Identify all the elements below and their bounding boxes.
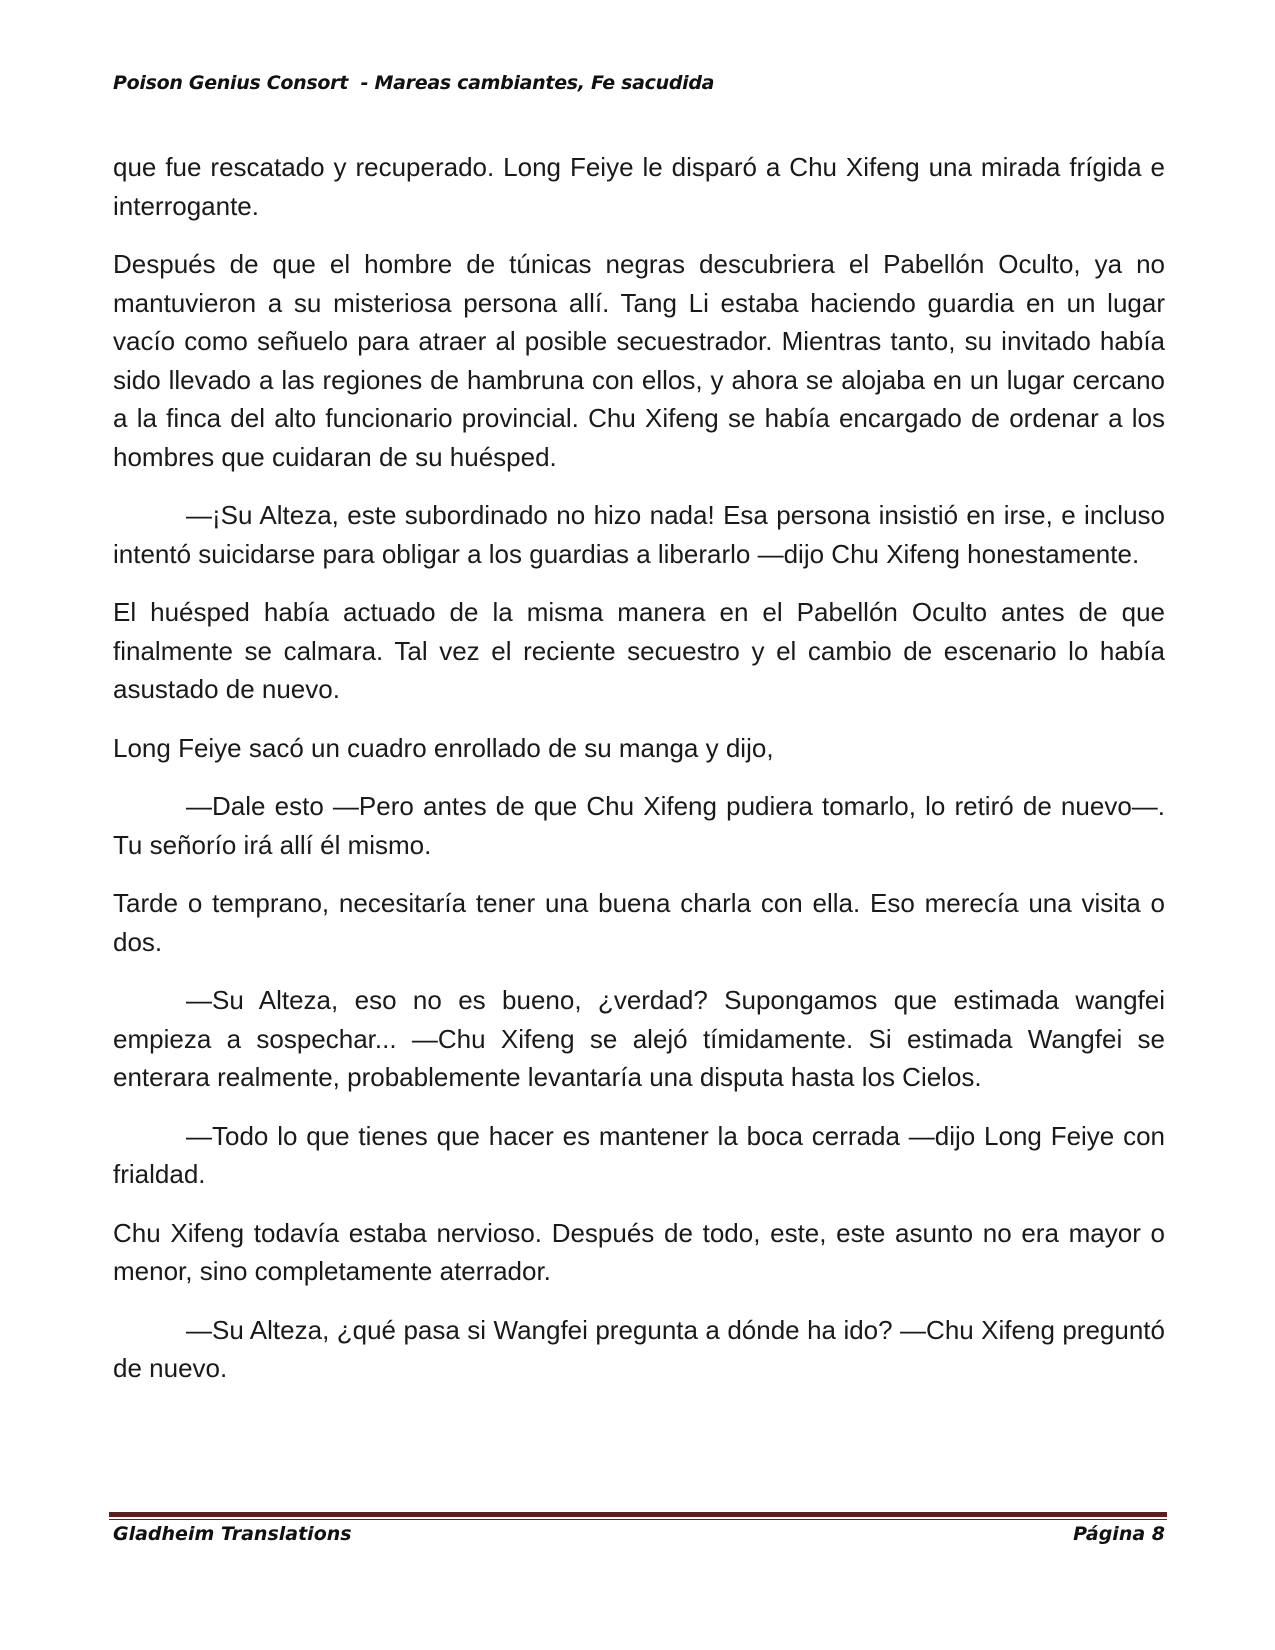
footer-publisher: Gladheim Translations: [113, 1523, 352, 1545]
paragraph: Long Feiye sacó un cuadro enrollado de su manga y dijo,: [113, 732, 774, 763]
paragraph: Después de que el hombre de túnicas negras descubriera el Pabellón Oculto, ya no mantuvieron a su misteriosa persona allí. Tang Li estaba haciendo guardia en un lugar vacío como señuelo para atraer al posible secuestrador. Mientras tanto, su invitado había sido llevado a las regiones de hambruna con ellos, y ahora se alojaba en un lugar cercano a la finca del alto funcionario provincial. Chu Xifeng se había encargado de ordenar a los hombres que cuidaran de su huésped.: [113, 249, 1165, 472]
paragraph: Tarde o temprano, necesitaría tener una buena charla con ella. Eso merecía una visita o dos.: [113, 888, 1165, 957]
paragraph: —Su Alteza, eso no es bueno, ¿verdad? Supongamos que estimada wangfei empieza a sospechar... —Chu Xifeng se alejó tímidamente. Si estimada Wangfei se enterara realmente, probablemente levantaría una disputa hasta los Cielos.: [113, 985, 1165, 1092]
paragraph: —Dale esto —Pero antes de que Chu Xifeng pudiera tomarlo, lo retiró de nuevo—. Tu señorío irá allí él mismo.: [113, 791, 1165, 860]
footer-divider-thick: [109, 1512, 1167, 1517]
page-header: Poison Genius Consort - Mareas cambiantes, Fe sacudida: [113, 72, 715, 94]
paragraph: —Todo lo que tienes que hacer es mantener la boca cerrada —dijo Long Feiye con frialdad.: [113, 1120, 1165, 1189]
page-number: Página 8: [1073, 1523, 1165, 1545]
footer-divider-thin: [109, 1519, 1167, 1520]
paragraph: Chu Xifeng todavía estaba nervioso. Después de todo, este, este asunto no era mayor o menor, sino completamente aterrador.: [113, 1217, 1165, 1286]
paragraph: que fue rescatado y recuperado. Long Feiye le disparó a Chu Xifeng una mirada frígida e interrogante.: [113, 152, 1165, 221]
paragraph: —¡Su Alteza, este subordinado no hizo nada! Esa persona insistió en irse, e incluso intentó suicidarse para obligar a los guardias a liberarlo —dijo Chu Xifeng honestamente.: [113, 500, 1165, 569]
paragraph: El huésped había actuado de la misma manera en el Pabellón Oculto antes de que finalmente se calmara. Tal vez el reciente secuestro y el cambio de escenario lo había asustado de nuevo.: [113, 597, 1165, 704]
document-body: [113, 148, 1165, 1408]
paragraph: —Su Alteza, ¿qué pasa si Wangfei pregunta a dónde ha ido? —Chu Xifeng preguntó de nuevo.: [113, 1314, 1165, 1383]
footer-divider: [109, 1512, 1167, 1520]
